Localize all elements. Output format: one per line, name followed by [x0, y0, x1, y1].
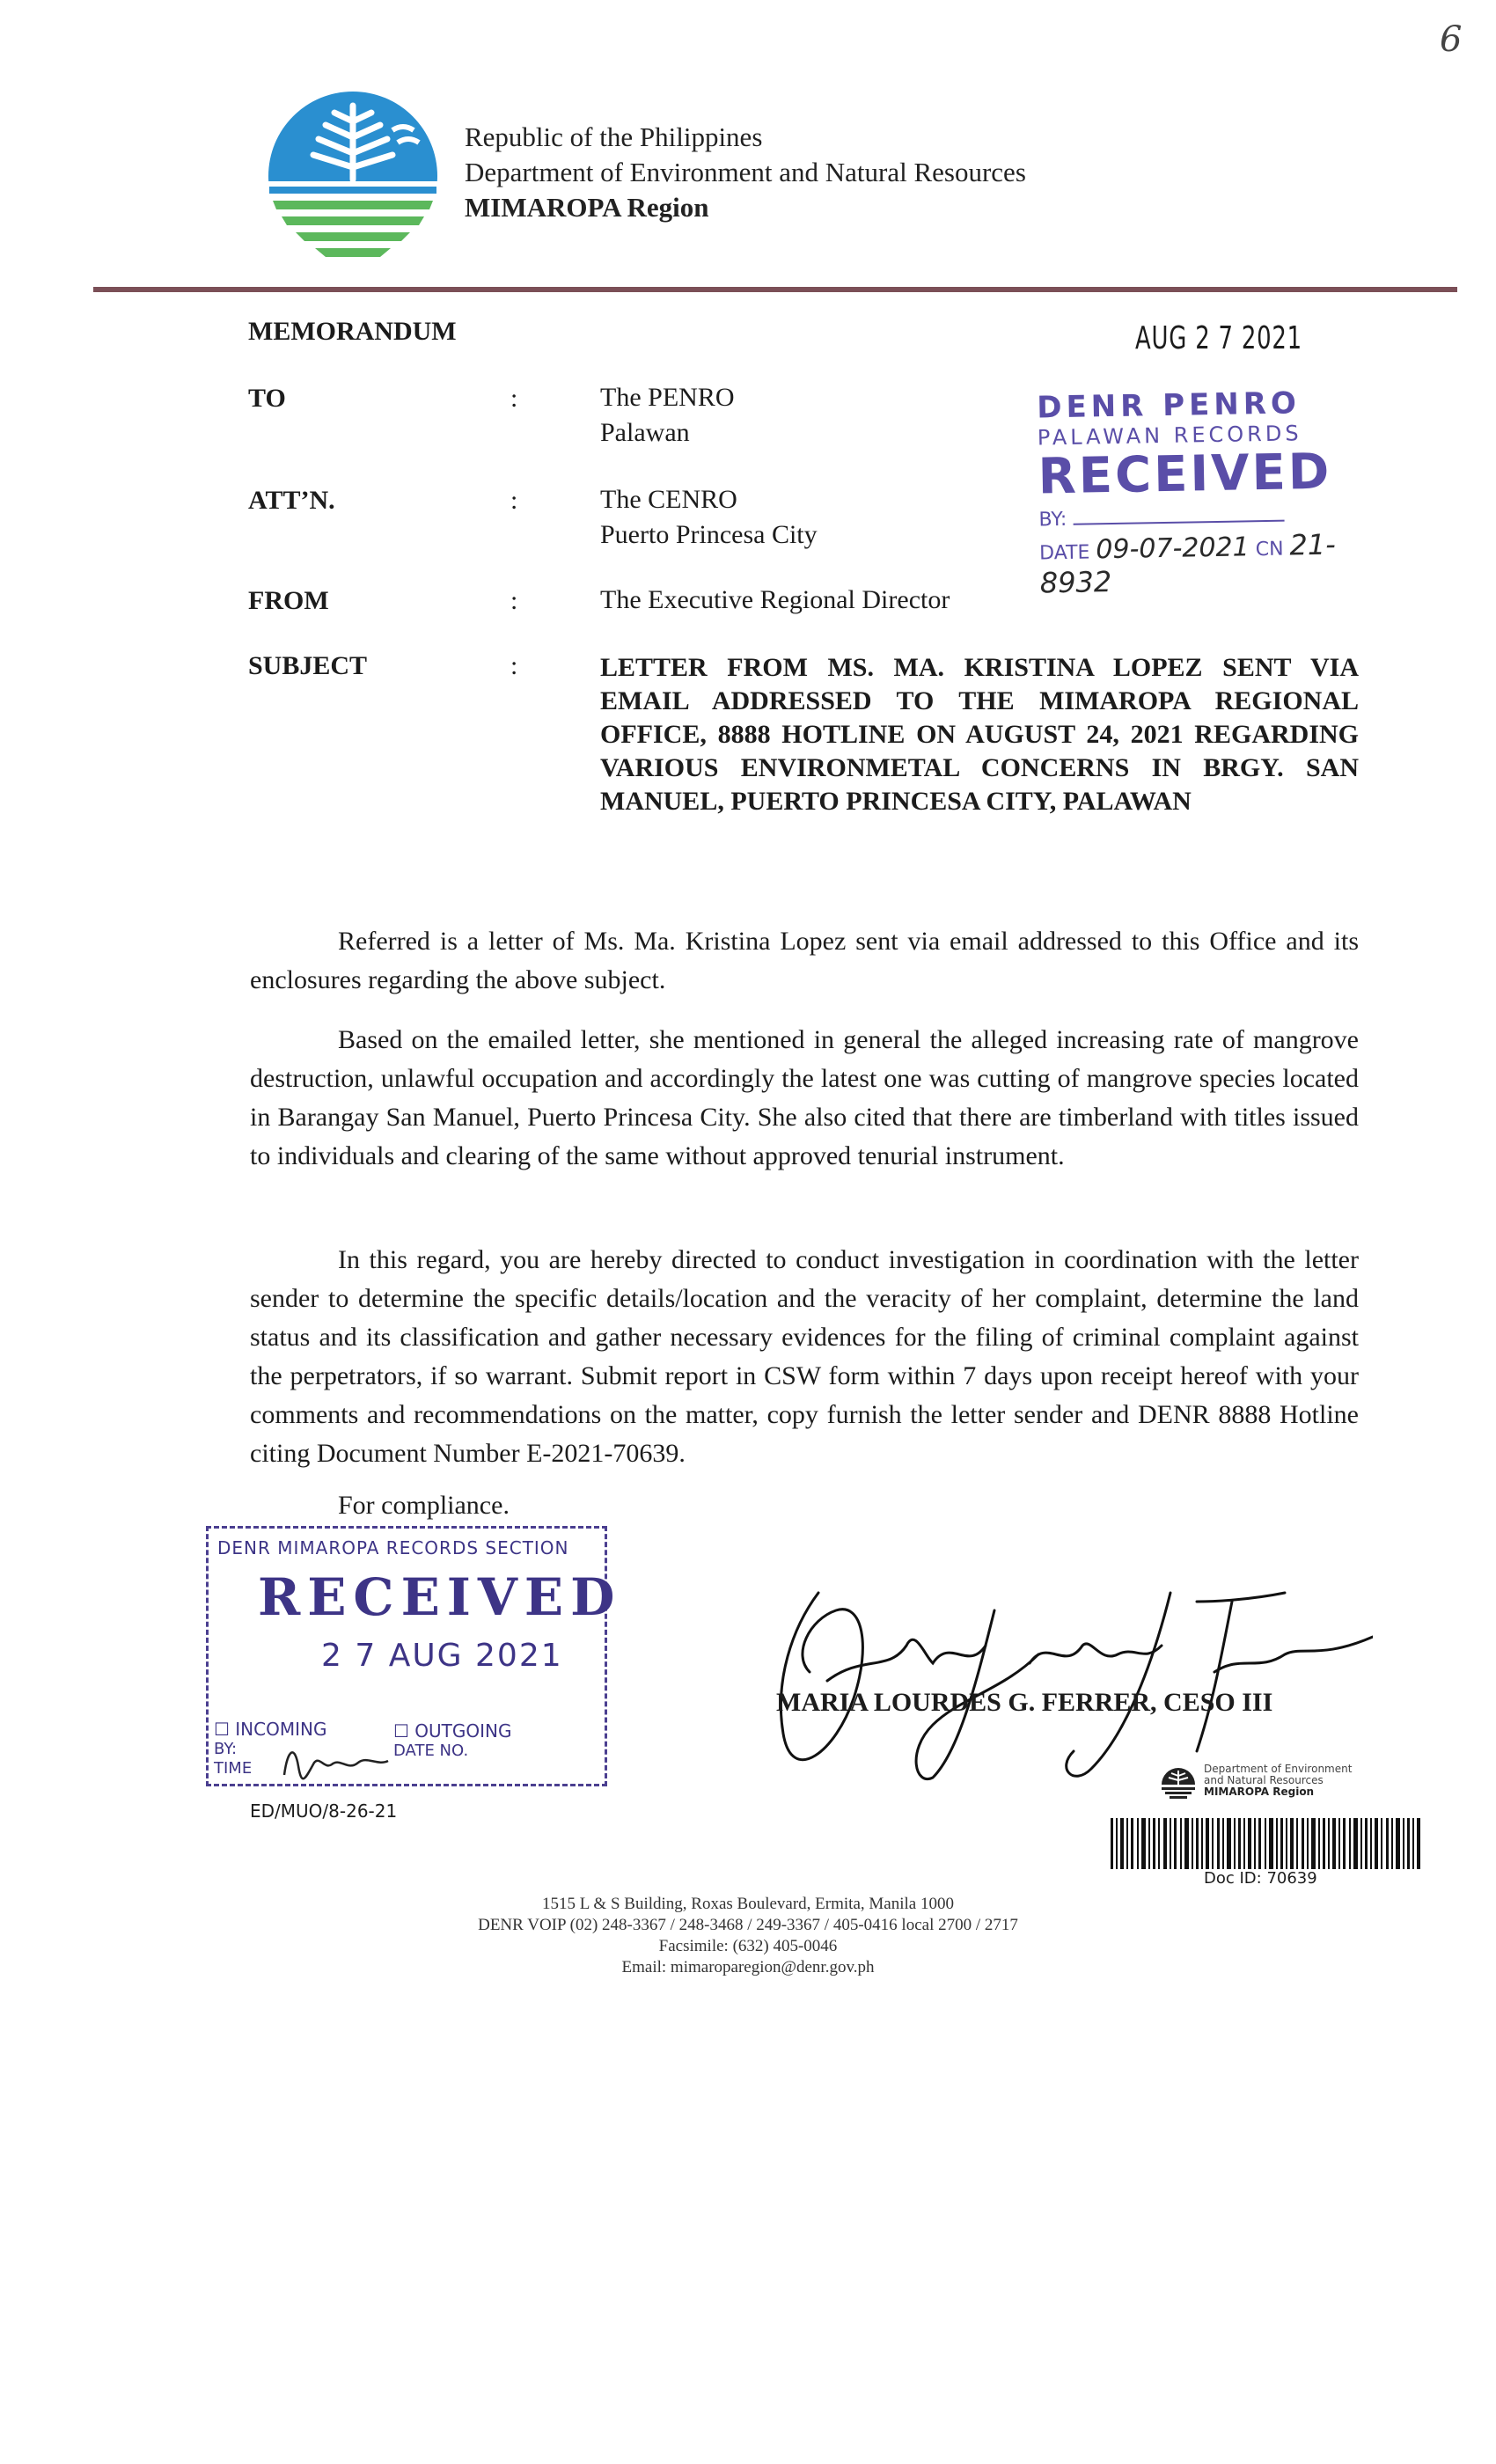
subject-label: SUBJECT [248, 651, 368, 680]
penro-stamp-date-value: 09-07-2021 [1096, 532, 1250, 566]
footer-address: 1515 L & S Building, Roxas Boulevard, Ermita, Manila 1000 [542, 1895, 954, 1913]
penro-stamp-office: DENR PENRO [1036, 385, 1302, 426]
penro-stamp-date-row [1039, 527, 1392, 600]
signatory-name: MARIA LOURDES G. FERRER, CESO III [776, 1688, 1273, 1717]
records-stamp-date-no: DATE NO. [393, 1742, 469, 1760]
body-paragraph-3 [250, 1241, 1359, 1473]
records-stamp-by: BY: [214, 1740, 238, 1758]
doc-label-org-3: MIMAROPA Region [1204, 1786, 1315, 1798]
to-colon: : [510, 384, 518, 413]
attn-line-2: Puerto Princesa City [600, 520, 818, 549]
to-value [600, 380, 735, 451]
attn-label: ATT’N. [248, 486, 335, 515]
page-number: 6 [1440, 19, 1463, 60]
attn-line-1: The CENRO [600, 485, 737, 514]
footer-email: Email: mimaroparegion@denr.gov.ph [621, 1958, 875, 1976]
denr-logo-icon [260, 88, 445, 264]
doc-label-org-1: Department of Environment [1204, 1763, 1353, 1775]
attn-value [600, 482, 818, 553]
date-stamp: AUG 2 7 2021 [1135, 320, 1302, 356]
header-country: Republic of the Philippines [465, 121, 763, 152]
footer-voip: DENR VOIP (02) 248-3367 / 248-3468 / 249-3367 / 405-0416 local 2700 / 2717 [478, 1916, 1018, 1934]
body-paragraph-3-text: In this regard, you are hereby directed to conduct investigation in coordination with the letter sender to determine the specific details/location and the veracity of her complaint, determine the land status and its classification and gather necessary evidences for the filing of criminal complaint against the perpetrators, if so warrant. Submit report in CSW form within 7 days upon receipt hereof with your comments and recommendations on the matter, copy furnish the letter sender and DENR 8888 Hotline citing Document Number E-2021-70639. [250, 1245, 1359, 1468]
body-paragraph-2 [250, 1021, 1359, 1176]
penro-stamp-by-label: BY: [1038, 508, 1067, 532]
doc-label-org [1204, 1764, 1352, 1798]
header-divider [93, 287, 1457, 292]
records-initials-icon [279, 1740, 393, 1782]
body-paragraph-1-text: Referred is a letter of Ms. Ma. Kristina Lopez sent via email addressed to this Office and its enclosures regarding the above subject. [250, 927, 1359, 994]
penro-received-stamp [1037, 385, 1392, 600]
memo-title: MEMORANDUM [248, 317, 457, 346]
to-label: TO [248, 384, 286, 413]
reference-code: ED/MUO/8-26-21 [250, 1800, 398, 1822]
penro-stamp-date-label: DATE [1038, 541, 1090, 565]
penro-stamp-section: PALAWAN RECORDS [1037, 421, 1302, 451]
subject-colon: : [510, 651, 518, 680]
from-value: The Executive Regional Director [600, 585, 950, 614]
doc-id: Doc ID: 70639 [1204, 1869, 1317, 1888]
penro-stamp-cn-value: 21-8932 [1039, 527, 1337, 600]
letterhead [465, 120, 1026, 225]
body-paragraph-2-text: Based on the emailed letter, she mentioned in general the alleged increasing rate of mangrove destruction, unlawful occupation and accordingly the latest one was cutting of mangrove species located in Barangay San Manuel, Puerto Princesa City. She also cited that there are timberland with titles issued to individuals and clearing of the same without approved tenurial instrument. [250, 1025, 1359, 1170]
denr-small-logo-icon [1158, 1765, 1199, 1800]
records-stamp-title: DENR MIMAROPA RECORDS SECTION [217, 1537, 569, 1558]
to-line-1: The PENRO [600, 383, 735, 412]
from-label: FROM [248, 586, 329, 615]
footer-fax: Facsimile: (632) 405-0046 [658, 1937, 838, 1955]
barcode-icon [1111, 1818, 1422, 1869]
records-stamp-incoming: ☐ INCOMING [214, 1719, 327, 1740]
header-region: MIMAROPA Region [465, 192, 709, 223]
records-stamp-date: 2 7 AUG 2021 [321, 1638, 563, 1674]
from-colon: : [510, 586, 518, 615]
records-stamp-received: RECEIVED [258, 1567, 622, 1627]
footer [352, 1894, 1144, 1978]
to-line-2: Palawan [600, 418, 690, 447]
doc-label-org-2: and Natural Resources [1204, 1774, 1324, 1786]
subject-value: LETTER FROM MS. MA. KRISTINA LOPEZ SENT VIA EMAIL ADDRESSED TO THE MIMAROPA REGIONAL OFFICE, 8888 HOTLINE ON AUGUST 24, 2021 REGARDING VARIOUS ENVIRONMETAL CONCERNS IN BRGY. SAN MANUEL, PUERTO PRINCESA CITY, PALAWAN [600, 653, 1359, 816]
records-stamp-outgoing: ☐ OUTGOING [393, 1720, 512, 1742]
penro-stamp-cn-label: CN [1255, 538, 1284, 561]
header-department: Department of Environment and Natural Resources [465, 157, 1026, 187]
attn-colon: : [510, 486, 518, 515]
body-paragraph-1 [250, 922, 1359, 1000]
compliance-line: For compliance. [338, 1491, 510, 1520]
records-stamp-time: TIME [214, 1759, 253, 1778]
penro-stamp-received: RECEIVED [1038, 443, 1332, 506]
records-received-stamp [206, 1526, 622, 1786]
